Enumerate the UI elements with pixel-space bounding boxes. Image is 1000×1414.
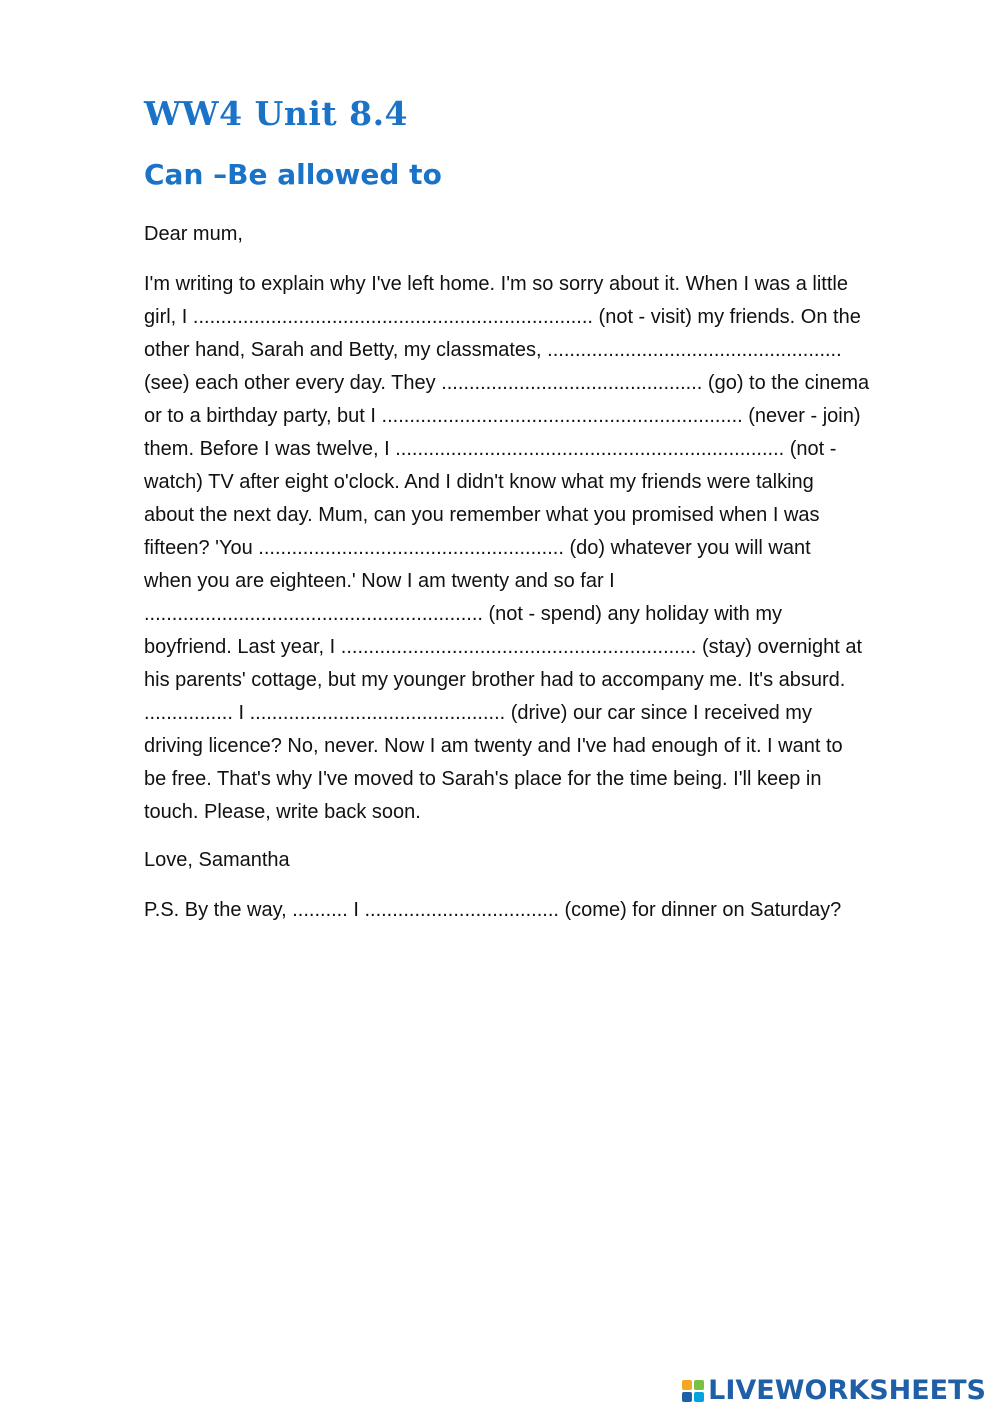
logo-square-blue [682,1392,692,1402]
body-line: ............................................................. (not - spend) any holiday with my [144,603,782,625]
body-line: boyfriend. Last year, I ................................................................ (stay) overnight at [144,636,863,658]
worksheet-subtitle: Can –Be allowed to [144,158,442,191]
body-line: watch) TV after eight o'clock. And I didn't know what my friends were talking [144,471,814,493]
liveworksheets-logo-icon [682,1380,704,1402]
logo-square-cyan [694,1392,704,1402]
letter-body [144,268,934,829]
letter-postscript: P.S. By the way, .......... I ................................... (come) for dinner on Saturday? [144,899,842,921]
body-line: or to a birthday party, but I ................................................................. (never - join) [144,405,861,427]
body-line: other hand, Sarah and Betty, my classmates, ..................................................... [144,339,842,361]
body-line: them. Before I was twelve, I ...................................................................... (not - [144,438,837,460]
body-line: fifteen? 'You ....................................................... (do) whatever you will want [144,537,811,559]
body-line: his parents' cottage, but my younger brother had to accompany me. It's absurd. [144,669,846,691]
body-line: I'm writing to explain why I've left home. I'm so sorry about it. When I was a little [144,273,848,295]
logo-square-orange [682,1380,692,1390]
letter-greeting: Dear mum, [144,223,243,245]
body-line: when you are eighteen.' Now I am twenty and so far I [144,570,615,592]
body-line: girl, I ........................................................................ (not - visit) my friends. On the [144,306,861,328]
body-line: be free. That's why I've moved to Sarah's place for the time being. I'll keep in [144,768,822,790]
logo-square-green [694,1380,704,1390]
body-line: touch. Please, write back soon. [144,801,421,823]
body-line: ................ I .............................................. (drive) our car since I received my [144,702,812,724]
body-line: (see) each other every day. They ............................................... (go) to the cinema [144,372,870,394]
body-line: driving licence? No, never. Now I am twenty and I've had enough of it. I want to [144,735,843,757]
liveworksheets-wordmark: LIVEWORKSHEETS [708,1375,986,1406]
letter-closing: Love, Samantha [144,849,290,871]
worksheet-title: WW4 Unit 8.4 [144,94,409,133]
body-line: about the next day. Mum, can you remember what you promised when I was [144,504,820,526]
liveworksheets-branding [682,1375,986,1406]
